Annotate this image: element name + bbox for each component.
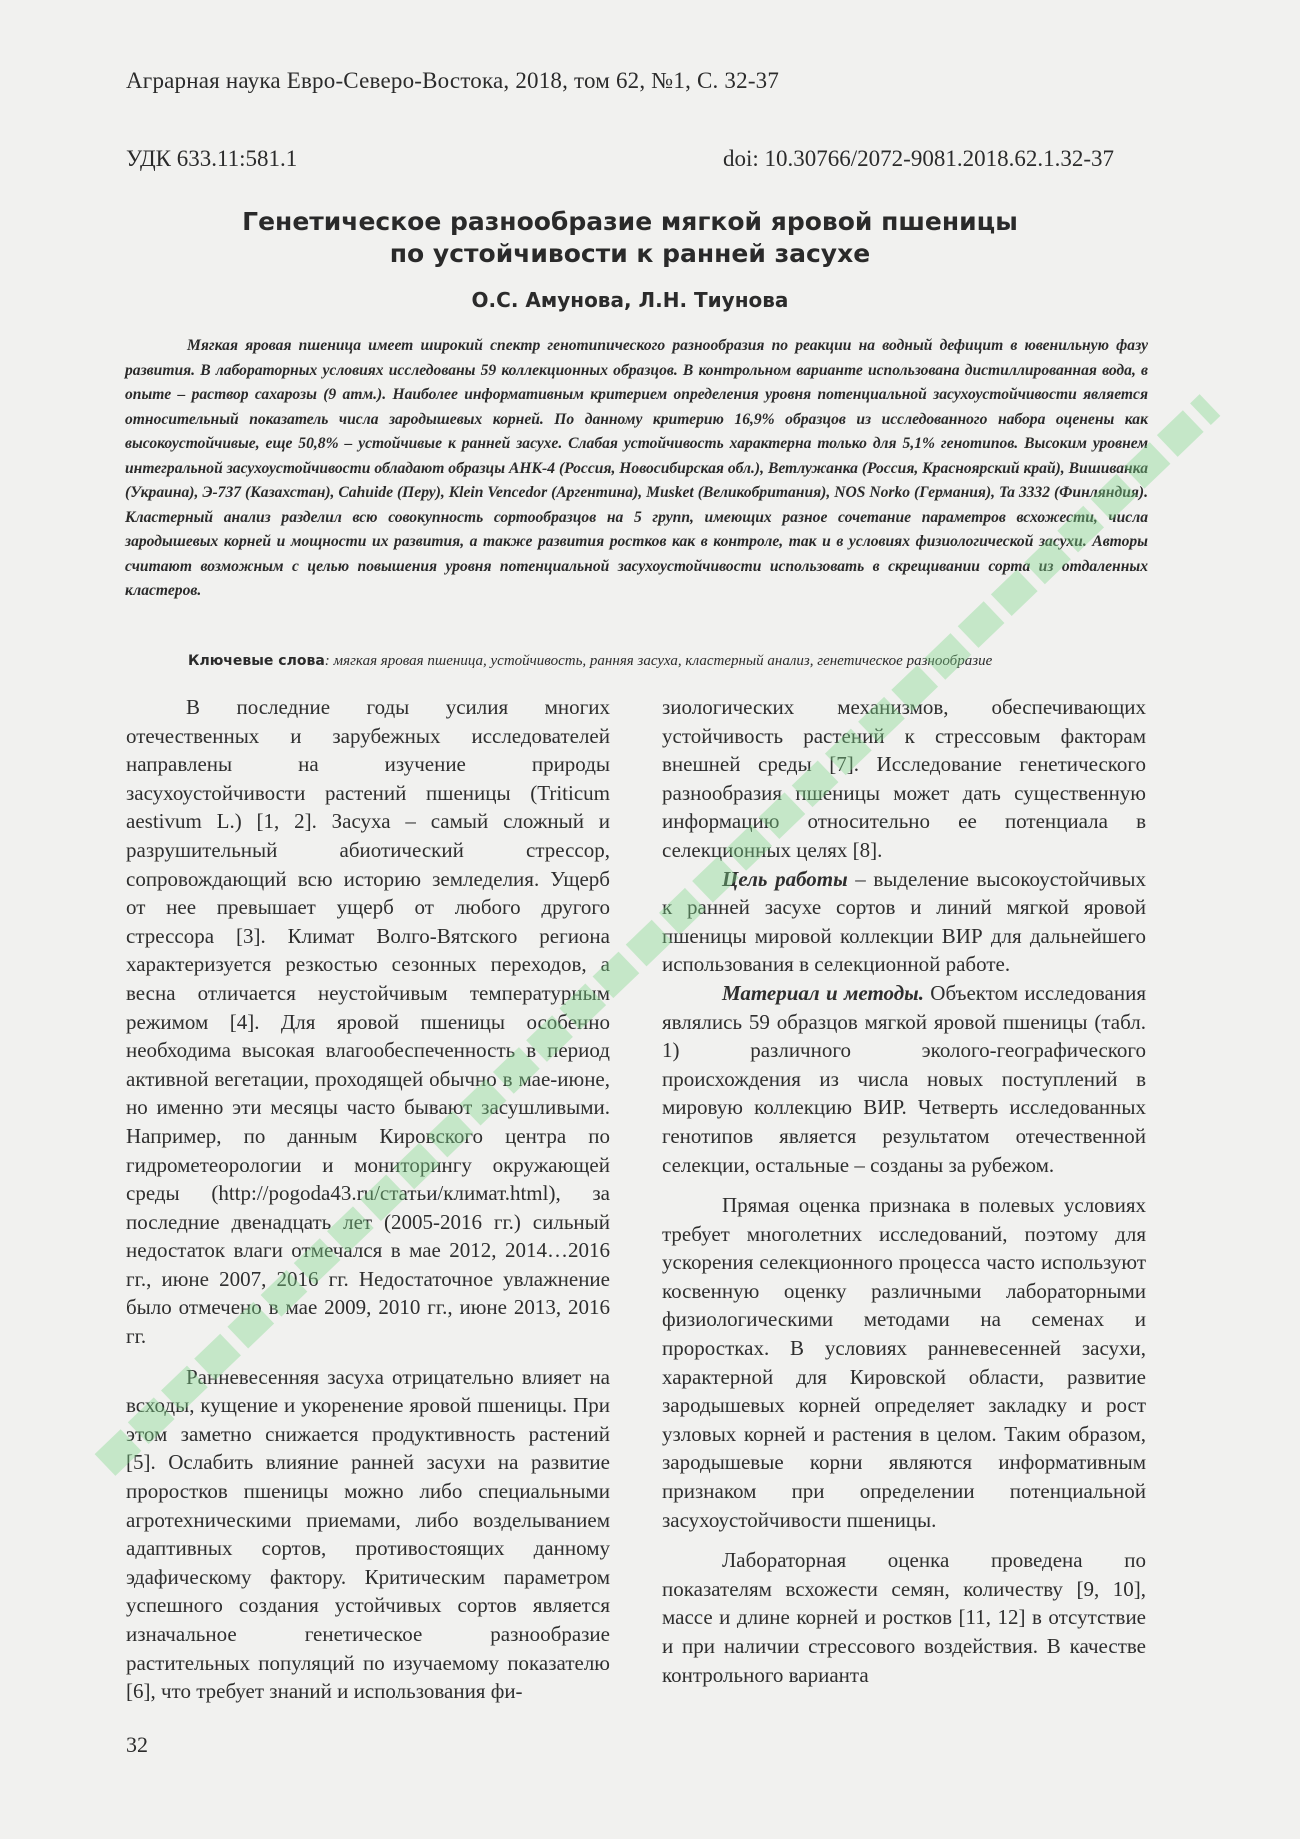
body-column-left [126, 693, 610, 1706]
authors: О.С. Амунова, Л.Н. Тиунова [471, 288, 789, 312]
section-lead-aim: Цель работы [722, 866, 848, 891]
paragraph [662, 865, 1146, 979]
keywords [188, 653, 1148, 670]
article-title [150, 206, 1110, 270]
title-line-2: по устойчивости к ранней засухе [389, 239, 871, 268]
section-lead-methods: Материал и методы. [722, 980, 924, 1005]
page-number: 32 [126, 1732, 148, 1757]
keywords-text: : мягкая яровая пшеница, устойчивость, ранняя засуха, кластерный анализ, генетическое разнообразие [324, 653, 993, 669]
title-line-1: Генетическое разнообразие мягкой яровой пшеницы [242, 207, 1018, 236]
paragraph [662, 979, 1146, 1179]
paragraph: Лабораторная оценка проведена по показателям всхожести семян, количеству [9, 10], массе и длине корней и ростков [11, 12] в отсутствие и при наличии стрессового воздействия. В качестве контрольного варианта [662, 1548, 1146, 1687]
running-head: Аграрная наука Евро-Северо-Востока, 2018, том 62, №1, С. 32-37 [126, 68, 780, 93]
paragraph-text: – выделение высокоустойчивых к ранней засухе сортов и линий мягкой яровой пшеницы мировой коллекции ВИР для дальнейшего использования в селекционной работе. [662, 866, 1146, 977]
paragraph: Прямая оценка признака в полевых условиях требует многолетних исследований, поэтому для ускорения селекционного процесса часто используют косвенную оценку различными лабораторными физиологическими методами на семенах и проростках. В условиях ранневесенней засухи, характерной для Кировской области, развитие зародышевых корней определяет закладку и рост узловых корней и растения в целом. Таким образом, зародышевые корни являются информативным признаком при определении потенциальной засухоустойчивости пшеницы. [662, 1193, 1146, 1532]
paragraph: В последние годы усилия многих отечественных и зарубежных исследователей направлены на изучение природы засухоустойчивости растений пшеницы (Triticum aestivum L.) [1, 2]. Засуха – самый сложный и разрушительный абиотический стрессор, сопровождающий всю историю земледелия. Ущерб от нее превышает ущерб от любого другого стрессора [3]. Климат Волго-Вятского региона характеризуется резкостью сезонных переходов, а весна отличается неустойчивым температурным режимом [4]. Для яровой пшеницы особенно необходима высокая влагообеспеченность в период активной вегетации, проходящей обычно в мае-июне, но именно эти месяцы часто бывают засушливыми. Например, по данным Кировского центра по гидрометеорологии и мониторингу окружающей среды (http://pogoda43.ru/статьи/климат.html), за последние двенадцать лет (2005-2016 гг.) сильный недостаток влаги отмечался в мае 2012, 2014…2016 гг., июне 2007, 2016 гг. Недостаточное увлажнение было отмечено в мае 2009, 2010 гг., июне 2013, 2016 гг. [126, 695, 610, 1349]
udc-code: УДК 633.11:581.1 [126, 146, 298, 171]
body-column-right [662, 693, 1146, 1689]
paragraph-text: Объектом исследования являлись 59 образцов мягкой яровой пшеницы (табл. 1) различного эколого-географического происхождения из числа новых поступлений в мировую коллекцию ВИР. Четверть исследованных генотипов является результатом отечественной селекции, остальные – созданы за рубежом. [662, 980, 1146, 1177]
keywords-label: Ключевые слова [188, 653, 325, 669]
doi: doi: 10.30766/2072-9081.2018.62.1.32-37 [723, 146, 1114, 171]
paragraph: Ранневесенняя засуха отрицательно влияет на всходы, кущение и укоренение яровой пшеницы. При этом заметно снижается продуктивность растений [5]. Ослабить влияние ранней засухи на развитие проростков пшеницы можно либо специальными агротехническими приемами, либо возделыванием адаптивных сортов, противостоящих данному эдафическому фактору. Критическим параметром успешного создания устойчивых сортов является изначальное генетическое разнообразие растительных популяций по изучаемому показателю [6], что требует знаний и использования фи- [126, 1364, 610, 1704]
paragraph: зиологических механизмов, обеспечивающих устойчивость растений к стрессовым факторам внешней среды [7]. Исследование генетического разнообразия пшеницы может дать существенную информацию относительно ее потенциала в селекционных целях [8]. [662, 695, 1146, 862]
abstract: Мягкая яровая пшеница имеет широкий спектр генотипического разнообразия по реакции на водный дефицит в ювенильную фазу развития. В лабораторных условиях исследованы 59 коллекционных образцов. В контрольном варианте использована дистиллированная вода, в опыте – раствор сахарозы (9 атм.). Наиболее информативным критерием определения уровня потенциальной засухоустойчивости является относительный показатель числа зародышевых корней. По данному критерию 16,9% образцов из исследованного набора оценены как высокоустойчивые, еще 50,8% – устойчивые к ранней засухе. Слабая устойчивость характерна только для 5,1% генотипов. Высоким уровнем интегральной засухоустойчивости обладают образцы АНК-4 (Россия, Новосибирская обл.), Ветлужанка (Россия, Красноярский край), Вишиванка (Украина), Э-737 (Казахстан), Cahuide (Перу), Klein Vencedor (Аргентина), Musket (Великобритания), NOS Norko (Германия), Ta 3332 (Финляндия). Кластерный анализ разделил всю совокупность сортообразцов на 5 групп, имеющих разное сочетание параметров всхожести, числа зародышевых корней и мощности их развития, а также развития ростков как в контроле, так и в условиях физиологической засухи. Авторы считают возможным с целью повышения уровня потенциальной засухоустойчивости использовать в скрещивании сорта из отдаленных кластеров. [125, 337, 1148, 599]
